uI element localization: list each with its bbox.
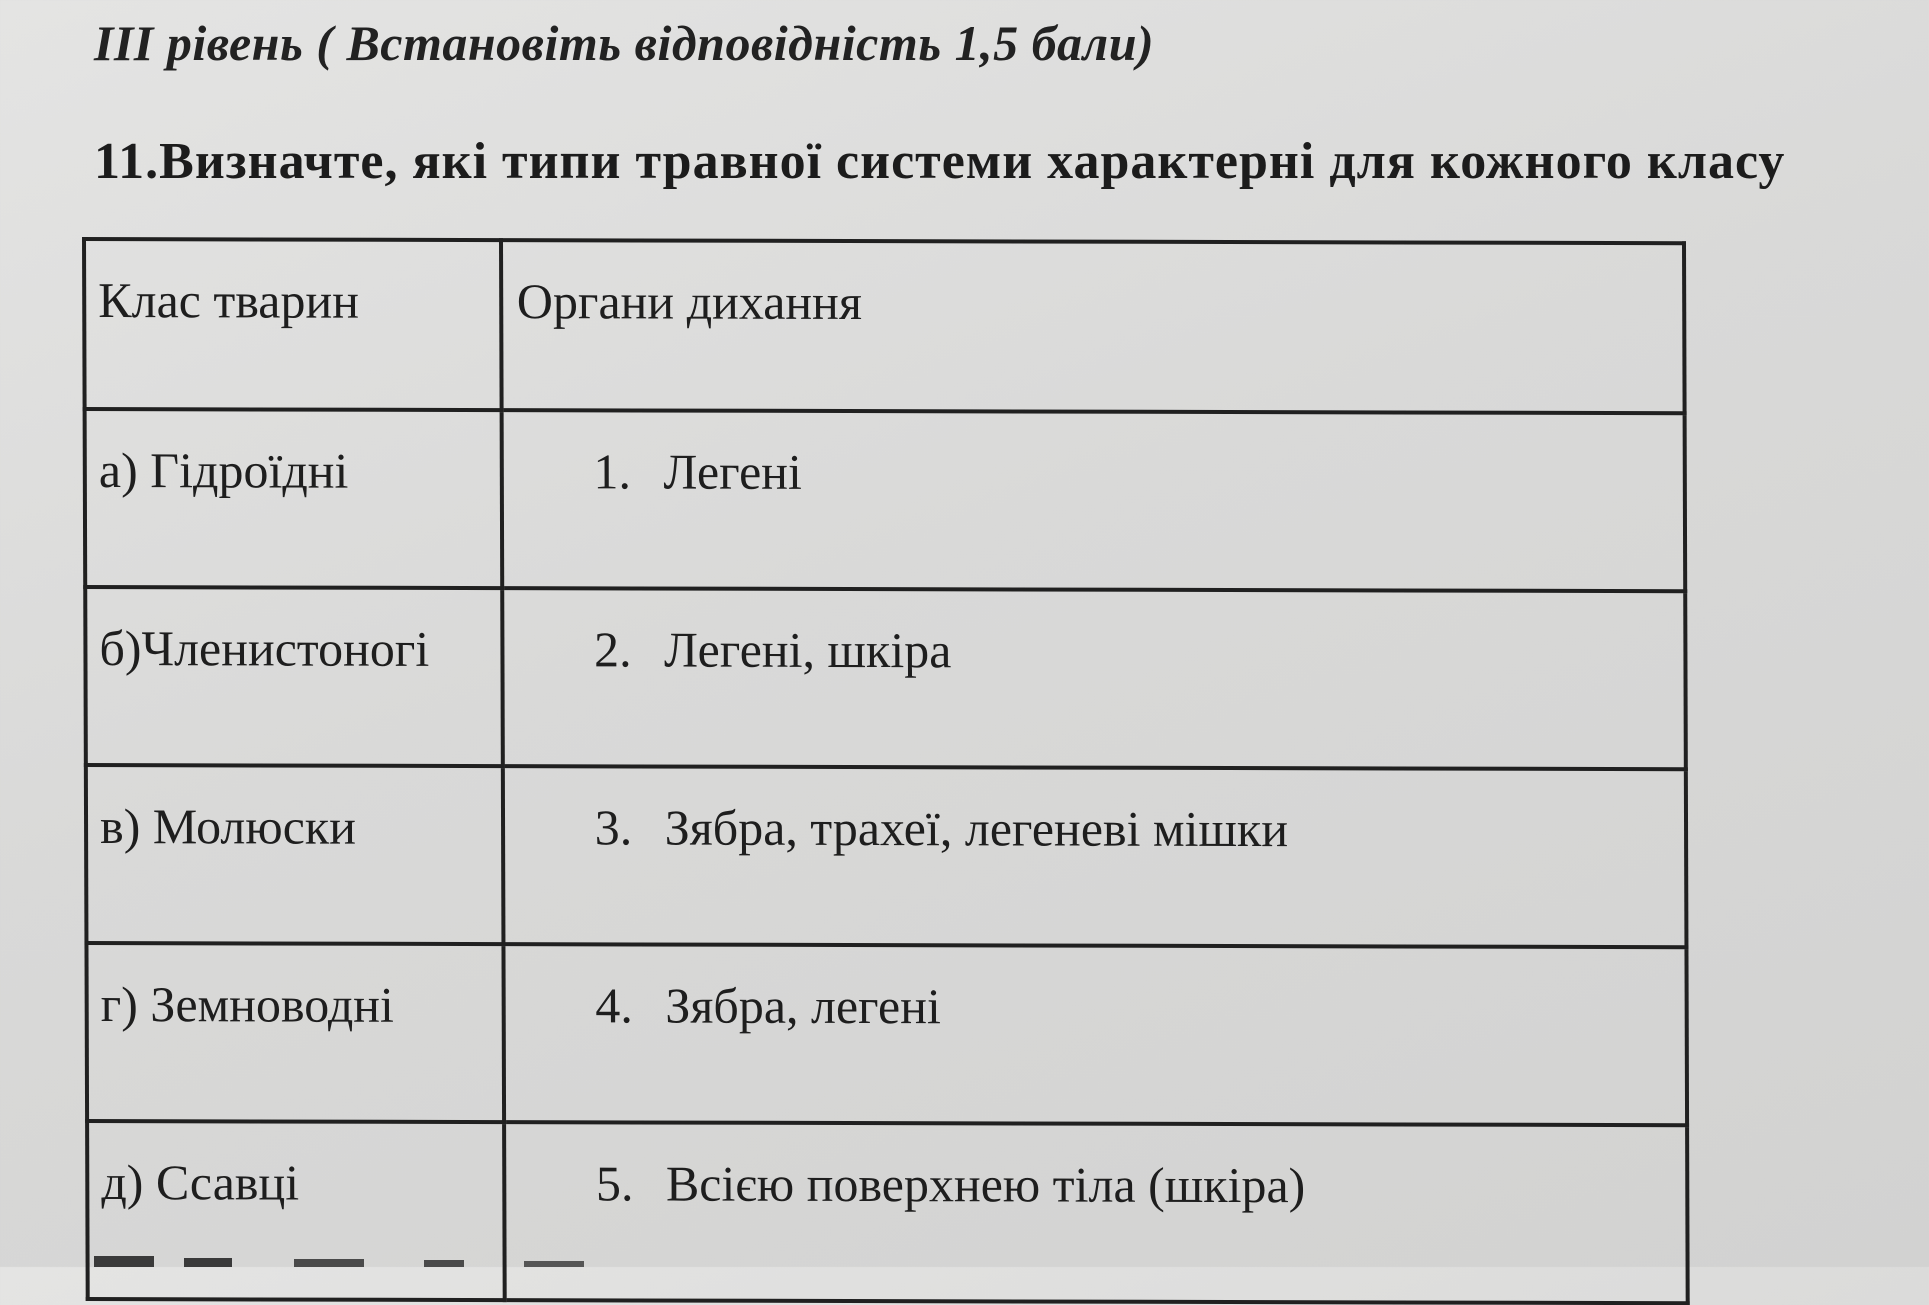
table-row: [87, 1121, 1688, 1303]
organ-text: Легені: [663, 443, 802, 500]
organ-text: Зябра, легені: [665, 977, 941, 1035]
item-number: 2.: [593, 621, 632, 678]
table-row: [85, 409, 1686, 591]
table-row: [86, 943, 1687, 1125]
item-number: 3.: [594, 799, 633, 856]
class-cell: в) Молюски: [86, 765, 503, 944]
organ-cell: [501, 410, 1685, 591]
organ-cell: [502, 588, 1686, 769]
class-cell: г) Земноводні: [86, 943, 503, 1122]
organ-cell: [503, 944, 1687, 1125]
matching-table: [82, 237, 1690, 1305]
class-cell: а) Гідроїдні: [85, 409, 502, 588]
class-cell: д) Ссавці: [87, 1121, 504, 1300]
item-number: 4.: [595, 977, 633, 1034]
class-cell: б)Членистоногі: [85, 587, 502, 766]
header-respiratory-organs: Органи дихання: [501, 240, 1685, 413]
table-row: [85, 587, 1686, 769]
table-header-row: [84, 239, 1685, 413]
organ-cell: [504, 1122, 1688, 1303]
question-text: 11.Визначте, які типи травної системи характерні для кожного класу: [94, 133, 1786, 190]
table-row: [86, 765, 1687, 947]
organ-cell: [502, 766, 1686, 947]
organ-text: Зябра, трахеї, легеневі мішки: [664, 799, 1289, 858]
level-heading: III рівень ( Встановіть відповідність 1,5 бали): [94, 15, 1155, 71]
organ-text: Всією поверхнею тіла (шкіра): [665, 1155, 1306, 1214]
item-number: 1.: [593, 443, 632, 500]
organ-text: Легені, шкіра: [663, 621, 952, 679]
cut-off-text-fragment: [94, 1250, 614, 1267]
header-animal-class: Клас тварин: [84, 239, 501, 410]
item-number: 5.: [595, 1155, 634, 1212]
